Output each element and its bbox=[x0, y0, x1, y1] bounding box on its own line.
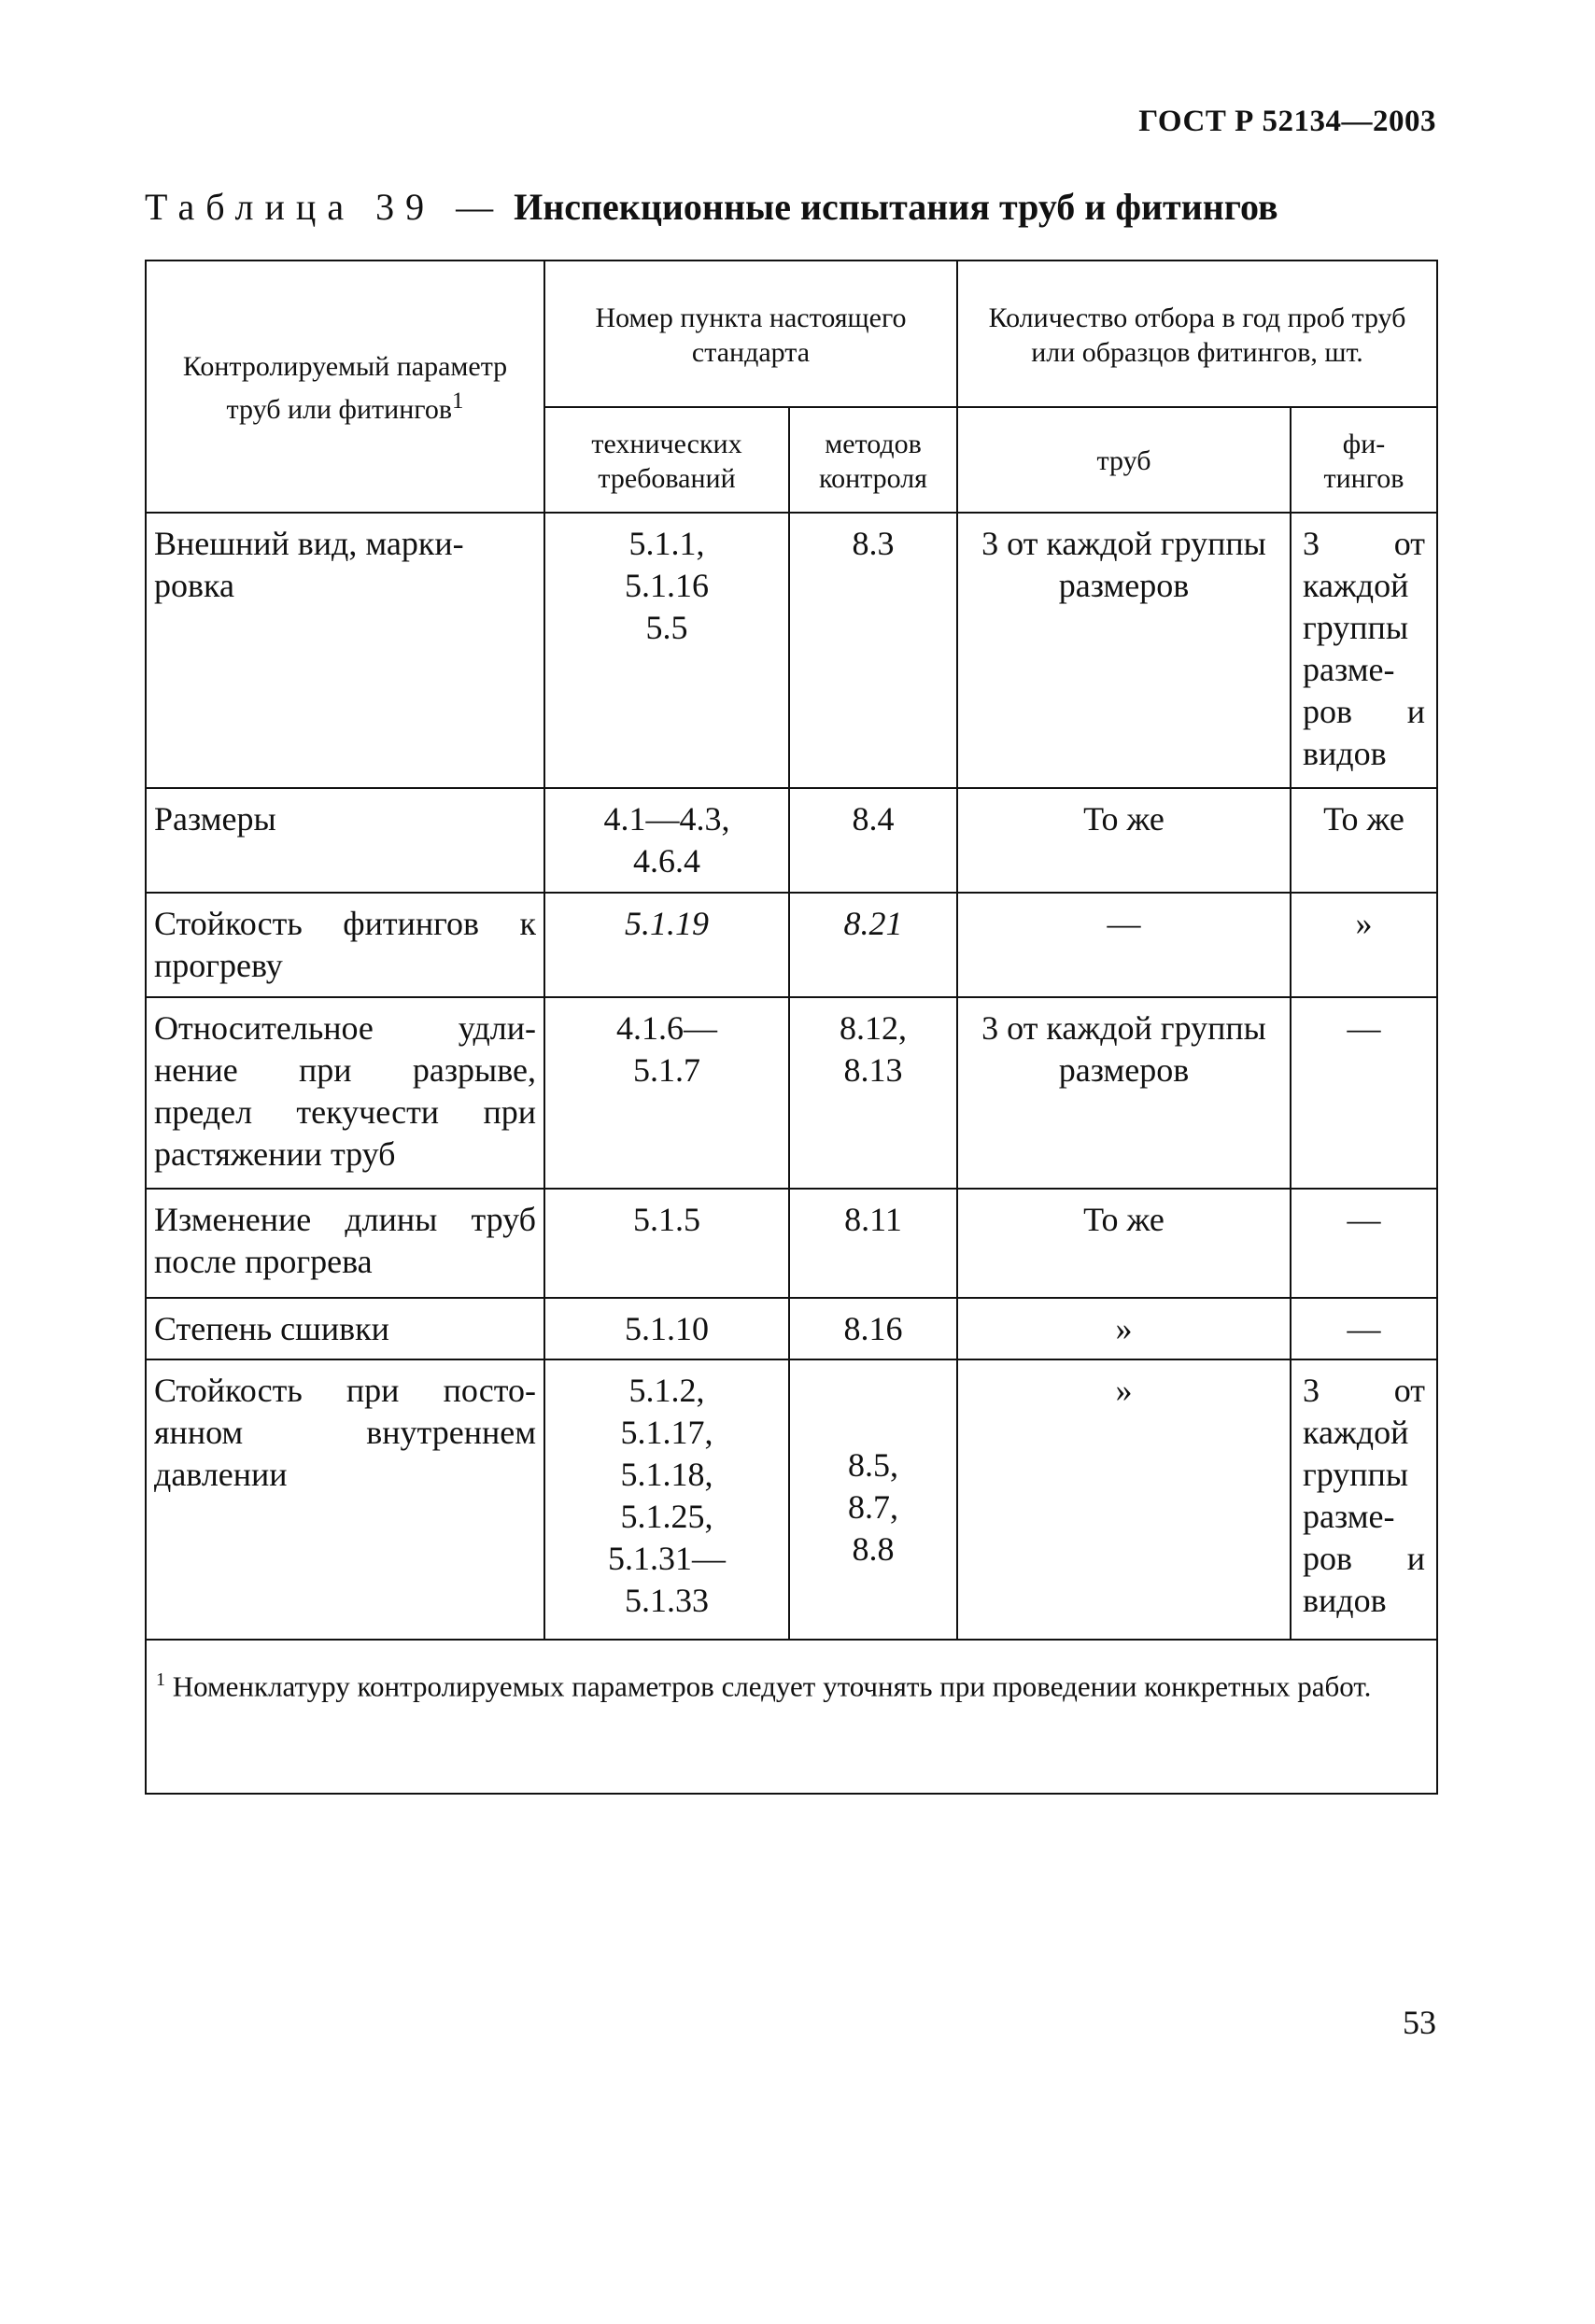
inspection-tests-table bbox=[145, 260, 1438, 1795]
header-tech-req: технических требований bbox=[544, 407, 789, 513]
header-clause-group: Номер пункта настоящего стандарта bbox=[544, 261, 957, 407]
cell-method-clause: 8.12, 8.13 bbox=[789, 997, 957, 1189]
cell-fittings-count: — bbox=[1291, 1189, 1437, 1298]
cell-pipes-count: То же bbox=[957, 1189, 1291, 1298]
table-title-text: Инспекционные испытания труб и фитингов bbox=[514, 186, 1278, 228]
table-row bbox=[146, 1359, 1437, 1640]
cell-param: Относительное удли-нение при разрыве, предел текучести при растяжении труб bbox=[146, 997, 544, 1189]
header-fittings: фи- тингов bbox=[1291, 407, 1437, 513]
cell-param: Степень сшивки bbox=[146, 1298, 544, 1359]
page-number: 53 bbox=[1403, 2004, 1436, 2041]
cell-method-clause: 8.3 bbox=[789, 513, 957, 788]
cell-tech-clause: 5.1.10 bbox=[544, 1298, 789, 1359]
table-row bbox=[146, 788, 1437, 893]
cell-tech-clause: 4.1.6— 5.1.7 bbox=[544, 997, 789, 1189]
table-label: Таблица 39 — bbox=[145, 186, 505, 228]
cell-method-clause: 8.11 bbox=[789, 1189, 957, 1298]
cell-fittings-count: 3 от каждой группы разме-ров и видов bbox=[1291, 513, 1437, 788]
table-row bbox=[146, 1298, 1437, 1359]
cell-param: Стойкость при посто-янном внутреннем давлении bbox=[146, 1359, 544, 1640]
cell-param: Внешний вид, марки- ровка bbox=[146, 513, 544, 788]
footnote-marker: 1 bbox=[451, 387, 464, 414]
cell-tech-clause: 5.1.2, 5.1.17, 5.1.18, 5.1.25, 5.1.31— 5.1.33 bbox=[544, 1359, 789, 1640]
table-row bbox=[146, 1189, 1437, 1298]
cell-pipes-count: » bbox=[957, 1298, 1291, 1359]
footnote bbox=[146, 1640, 1437, 1794]
table-row bbox=[146, 513, 1437, 788]
table-row bbox=[146, 997, 1437, 1189]
cell-pipes-count: То же bbox=[957, 788, 1291, 893]
cell-pipes-count: » bbox=[957, 1359, 1291, 1640]
table-row bbox=[146, 893, 1437, 997]
cell-fittings-count: То же bbox=[1291, 788, 1437, 893]
cell-pipes-count: 3 от каждой группы размеров bbox=[957, 513, 1291, 788]
footnote-row bbox=[146, 1640, 1437, 1794]
cell-fittings-count: — bbox=[1291, 997, 1437, 1189]
cell-tech-clause: 5.1.5 bbox=[544, 1189, 789, 1298]
cell-method-clause: 8.16 bbox=[789, 1298, 957, 1359]
cell-pipes-count: — bbox=[957, 893, 1291, 997]
header-test-methods: методов контроля bbox=[789, 407, 957, 513]
cell-fittings-count: — bbox=[1291, 1298, 1437, 1359]
cell-tech-clause: 5.1.19 bbox=[544, 893, 789, 997]
cell-param: Стойкость фитингов к прогреву bbox=[146, 893, 544, 997]
footnote-text: Номенклатуру контролируемых параметров следует уточнять при проведении конкретных работ. bbox=[172, 1669, 1372, 1703]
cell-param: Изменение длины труб после прогрева bbox=[146, 1189, 544, 1298]
standard-header: ГОСТ Р 52134—2003 bbox=[1138, 105, 1436, 138]
cell-method-clause: 8.5, 8.7, 8.8 bbox=[789, 1359, 957, 1640]
cell-fittings-count: 3 от каждой группы разме-ров и видов bbox=[1291, 1359, 1437, 1640]
cell-method-clause: 8.4 bbox=[789, 788, 957, 893]
cell-tech-clause: 5.1.1, 5.1.16 5.5 bbox=[544, 513, 789, 788]
header-param bbox=[146, 261, 544, 513]
cell-param: Размеры bbox=[146, 788, 544, 893]
table-title bbox=[145, 185, 1278, 229]
cell-tech-clause: 4.1—4.3, 4.6.4 bbox=[544, 788, 789, 893]
header-sample-group: Количество отбора в год проб труб или образцов фитингов, шт. bbox=[957, 261, 1437, 407]
header-param-label: Контролируемый параметр труб или фитингов bbox=[182, 350, 508, 425]
cell-pipes-count: 3 от каждой группы размеров bbox=[957, 997, 1291, 1189]
cell-fittings-count: » bbox=[1291, 893, 1437, 997]
header-pipes: труб bbox=[957, 407, 1291, 513]
footnote-number: 1 bbox=[156, 1669, 165, 1690]
cell-method-clause: 8.21 bbox=[789, 893, 957, 997]
